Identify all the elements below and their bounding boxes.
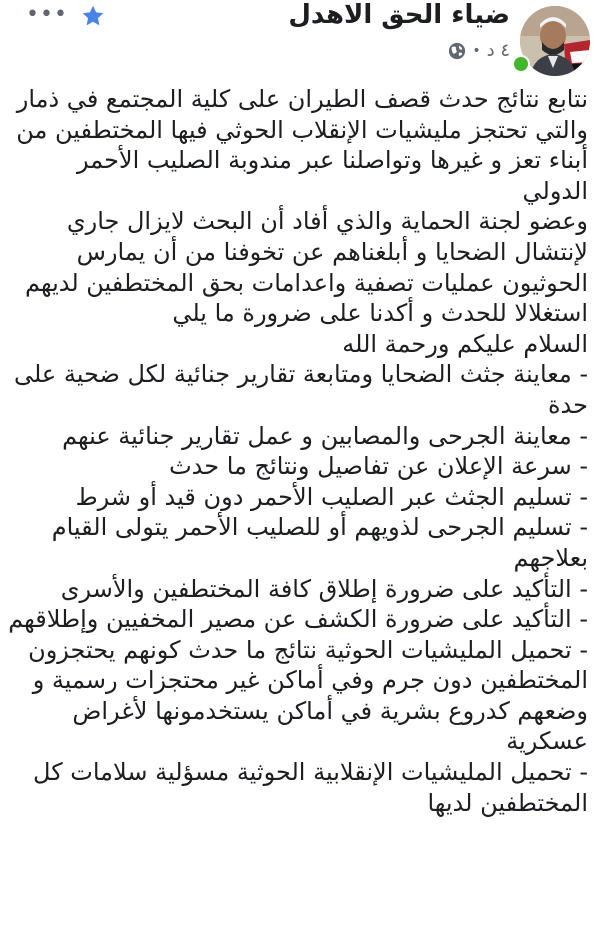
more-options-icon[interactable]: ••• bbox=[26, 2, 68, 27]
post-greeting: السلام عليكم ورحمة الله bbox=[342, 329, 588, 358]
demand-item: - تحميل المليشيات الحوثية نتائج ما حدث كونهم يحتجزون المختطفين دون جرم وفي أماكن غير محتجزات رسمية و وضعهم كدروع بشرية في أماكن يستخدمونها لأغراض عسكرية bbox=[28, 635, 588, 756]
demand-item: - سرعة الإعلان عن تفاصيل ونتائج ما حدث bbox=[169, 452, 588, 481]
globe-icon[interactable] bbox=[448, 42, 466, 60]
author-name[interactable]: ضياء الحق الاهدل bbox=[288, 0, 510, 30]
demand-item: - تحميل المليشيات الإنقلابية الحوثية مسؤلية سلامات كل المختطفين لديها bbox=[33, 758, 588, 817]
demand-item: - تسليم الجثث عبر الصليب الأحمر دون قيد أو شرط bbox=[75, 482, 588, 511]
post-header bbox=[0, 0, 602, 78]
online-status-icon bbox=[512, 55, 530, 73]
demand-item: - تسليم الجرحى لذويهم أو للصليب الأحمر يتولى القيام بعلاجهم bbox=[51, 513, 588, 572]
post-paragraph-intro: نتابع نتائج حدث قصف الطيران على كلية المجتمع في ذمار والتي تحتجز مليشيات الإنقلاب الحوثي فيها المختطفين من أبناء تعز و غيرها وتواصلنا عبر مندوبة الصليب الأحمر الدولي bbox=[16, 85, 588, 205]
meta-separator: • bbox=[472, 42, 481, 59]
star-icon[interactable] bbox=[80, 3, 106, 29]
post-time[interactable]: ٤ د bbox=[486, 40, 510, 61]
post-text bbox=[8, 84, 588, 818]
demand-item: - معاينة الجرحى والمصابين و عمل تقارير جنائية عنهم bbox=[62, 421, 588, 450]
demand-item: - معاينة جثث الضحايا ومتابعة تقارير جنائية لكل ضحية على حدة bbox=[13, 360, 588, 419]
post-meta bbox=[448, 40, 510, 61]
avatar[interactable] bbox=[520, 6, 590, 76]
demand-item: - التأكيد على ضرورة الكشف عن مصير المخفيين وإطلاقهم bbox=[8, 605, 588, 634]
demand-item: - التأكيد على ضرورة إطلاق كافة المختطفين والأسرى bbox=[60, 574, 588, 603]
post-paragraph-protection: وعضو لجنة الحماية والذي أفاد أن البحث لايزال جاري لإنتشال الضحايا و أبلغناهم عن تخوفنا من أن يمارس الحوثيون عمليات تصفية واعدامات بحق المختطفين لديهم استغلالا للحدث و أكدنا على ضرورة ما يلي bbox=[25, 207, 588, 328]
